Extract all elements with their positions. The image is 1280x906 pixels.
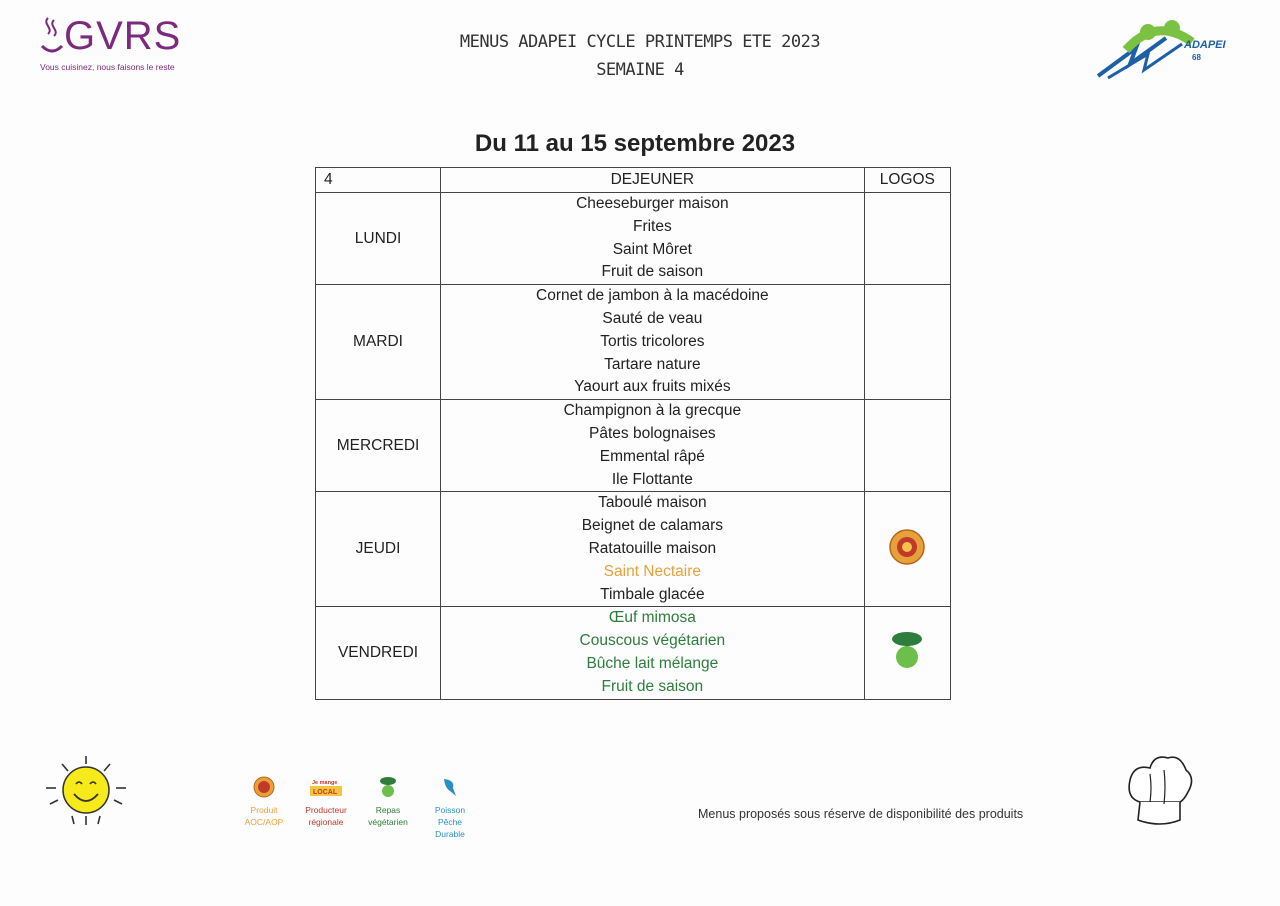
aoc-aop-icon bbox=[888, 528, 926, 566]
date-range-title: Du 11 au 15 septembre 2023 bbox=[474, 130, 796, 157]
aoc-aop-icon bbox=[253, 776, 275, 798]
dish-item: Taboulé maison bbox=[598, 494, 707, 512]
dish-item: Frites bbox=[632, 217, 672, 235]
dish-list bbox=[441, 607, 865, 699]
dish-item: Ratatouille maison bbox=[588, 539, 717, 557]
local-badge-top: Je mange bbox=[312, 780, 338, 786]
dish-item: Saint Nectaire bbox=[603, 562, 702, 580]
dish-item: Cornet de jambon à la macédoine bbox=[536, 287, 769, 305]
menu-row-jeudi bbox=[316, 492, 951, 607]
dish-item: Couscous végétarien bbox=[579, 632, 726, 650]
brand-tagline: Vous cuisinez, nous faisons le reste bbox=[40, 62, 175, 72]
menu-table bbox=[315, 167, 951, 700]
legend-fish-line1: Poisson bbox=[434, 805, 466, 815]
week-number-cell: 4 bbox=[316, 168, 441, 193]
lunch-column-header: DEJEUNER bbox=[441, 168, 865, 193]
legend-veg-line1: Repas bbox=[375, 805, 401, 815]
dish-list bbox=[441, 492, 865, 607]
page-header-title bbox=[0, 28, 1280, 84]
dish-item: Champignon à la grecque bbox=[563, 402, 742, 420]
dish-item: Bûche lait mélange bbox=[586, 654, 719, 672]
dish-item: Timbale glacée bbox=[600, 585, 705, 603]
adapei-logo bbox=[1096, 20, 1226, 82]
legend-veg-line2: végétarien bbox=[368, 817, 408, 827]
day-name: VENDREDI bbox=[316, 607, 441, 699]
local-producer-icon bbox=[309, 778, 343, 798]
menu-row-mercredi bbox=[316, 400, 951, 492]
menu-row-lundi bbox=[316, 193, 951, 285]
table-header-row bbox=[316, 168, 951, 193]
dish-item: Pâtes bolognaises bbox=[589, 424, 716, 442]
dish-item: Fruit de saison bbox=[601, 677, 704, 695]
dish-list bbox=[441, 285, 865, 400]
logo-legend bbox=[240, 774, 480, 854]
dish-item: Ile Flottante bbox=[611, 470, 693, 488]
logos-column-header: LOGOS bbox=[864, 168, 950, 193]
day-name: JEUDI bbox=[316, 492, 441, 607]
legend-aoc-line2: AOC/AOP bbox=[244, 817, 284, 827]
legend-fish-line3: Durable bbox=[435, 829, 465, 839]
legend-fish bbox=[420, 774, 480, 839]
dish-item: Fruit de saison bbox=[601, 263, 704, 281]
logo-cell bbox=[864, 607, 950, 699]
local-badge-bottom: LOCAL bbox=[313, 789, 338, 796]
dish-list bbox=[441, 193, 865, 285]
partner-logo-number: 68 bbox=[1192, 53, 1201, 62]
dish-item: Saint Môret bbox=[612, 240, 692, 258]
logo-cell bbox=[864, 492, 950, 607]
legend-local-line1: Producteur bbox=[305, 805, 347, 815]
sustainable-fish-icon bbox=[441, 776, 459, 798]
legend-vegetarian bbox=[358, 774, 418, 827]
dish-item: Tortis tricolores bbox=[600, 332, 705, 350]
chef-hat-icon bbox=[1124, 752, 1196, 830]
legend-aoc-line1: Produit bbox=[250, 805, 278, 815]
day-name: LUNDI bbox=[316, 193, 441, 285]
legend-aoc bbox=[234, 774, 294, 827]
title-line-1: MENUS ADAPEI CYCLE PRINTEMPS ETE 2023 bbox=[459, 32, 821, 52]
legend-fish-line2: Pêche bbox=[437, 817, 463, 827]
dish-list bbox=[441, 400, 865, 492]
sun-icon bbox=[44, 754, 128, 826]
disclaimer-text: Menus proposés sous réserve de disponibilité des produits bbox=[698, 807, 1024, 821]
logo-cell bbox=[864, 193, 950, 285]
vegetarian-icon bbox=[890, 631, 924, 669]
dish-item: Emmental râpé bbox=[599, 447, 705, 465]
dish-item: Cheeseburger maison bbox=[576, 195, 729, 212]
menu-table-body bbox=[316, 193, 951, 700]
vegetarian-icon bbox=[379, 776, 397, 798]
legend-local bbox=[296, 774, 356, 827]
dish-item: Beignet de calamars bbox=[581, 517, 724, 535]
day-name: MERCREDI bbox=[316, 400, 441, 492]
logo-cell bbox=[864, 285, 950, 400]
dish-item: Sauté de veau bbox=[602, 309, 703, 327]
day-name: MARDI bbox=[316, 285, 441, 400]
brand-name: GVRS bbox=[64, 14, 182, 58]
logo-cell bbox=[864, 400, 950, 492]
menu-row-mardi bbox=[316, 285, 951, 400]
menu-row-vendredi bbox=[316, 607, 951, 699]
title-line-2: SEMAINE 4 bbox=[596, 60, 684, 80]
partner-logo-text: ADAPEI bbox=[1184, 39, 1226, 51]
legend-local-line2: régionale bbox=[308, 817, 344, 827]
dish-item: Yaourt aux fruits mixés bbox=[574, 378, 731, 396]
dish-item: Œuf mimosa bbox=[608, 609, 696, 627]
dish-item: Tartare nature bbox=[604, 355, 701, 373]
